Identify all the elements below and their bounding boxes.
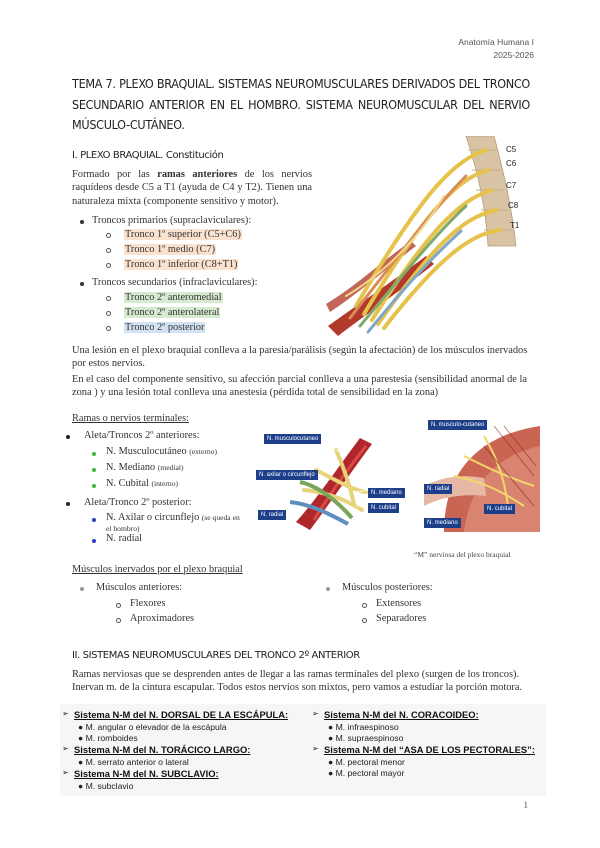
section-2-heading: II. SISTEMAS NEUROMUSCULARES DEL TRONCO 2º ANTERIOR bbox=[72, 650, 360, 661]
primary-trunk-inferior: Tronco 1º inferior (C8+T1) bbox=[125, 259, 238, 270]
bullet-dot-icon bbox=[66, 502, 70, 506]
brachial-plexus-figure bbox=[316, 136, 532, 336]
nerve-mediano: N. Mediano (medial) bbox=[106, 462, 184, 473]
arrow-icon: ➢ bbox=[62, 768, 69, 777]
bullet-circle-icon bbox=[106, 263, 111, 268]
secondary-trunks-label: Troncos secundarios (infraclaviculares): bbox=[92, 277, 258, 288]
label-radial: N. radial bbox=[258, 510, 286, 520]
intro-post: de los nervios raquídeos desde C5 a T1 (ayuda de C4 y T2). Tienen una naturaleza mixta (componente sensitivo y motor). bbox=[72, 169, 312, 207]
level-label: C6 bbox=[506, 159, 517, 168]
label-musculo-cutaneo: N. musculo-cutaneo bbox=[428, 420, 487, 430]
label-mediano-right: N. mediano bbox=[424, 518, 461, 528]
dissection-drawing bbox=[424, 416, 540, 532]
system-item: ● M. subclavio bbox=[78, 781, 134, 791]
anterior-muscles-label: Músculos anteriores: bbox=[96, 582, 183, 593]
secondary-trunk-posterior: Tronco 2º posterior bbox=[125, 322, 205, 333]
page-number: 1 bbox=[523, 800, 528, 810]
arrow-icon: ➢ bbox=[62, 744, 69, 753]
system-item: ● M. serrato anterior o lateral bbox=[78, 757, 189, 767]
label-radial-right: N. radial bbox=[424, 484, 452, 494]
level-label: C5 bbox=[506, 145, 517, 154]
arrow-icon: ➢ bbox=[312, 709, 319, 718]
bullet-circle-icon bbox=[106, 233, 111, 238]
intro-pre: Formado por las bbox=[72, 169, 150, 180]
posterior-trunk-label: Aleta/Tronco 2º posterior: bbox=[84, 497, 192, 508]
lesion-paragraph-2: En el caso del componente sensitivo, su afección parcial conlleva a una parestesia (sensibilidad anormal de la zona ) y una lesión total conlleva una anestesia (pérdida total de sensibilidad en la zona) bbox=[72, 374, 527, 399]
system-asa-pectorales: Sistema N-M del “ASA DE LOS PECTORALES”: bbox=[324, 744, 535, 755]
figure-caption: “M” nerviosa del plexo braquial bbox=[414, 550, 511, 559]
section-1-heading: I. PLEXO BRAQUIAL. Constitución bbox=[72, 150, 224, 161]
level-label: C8 bbox=[508, 201, 519, 210]
bullet-circle-icon bbox=[106, 296, 111, 301]
label-axilar: N. axilar o circunflejo bbox=[256, 470, 318, 480]
bullet-circle-icon bbox=[106, 248, 111, 253]
nerve-axilar-note: el hombro) bbox=[106, 524, 140, 533]
system-item: ● M. pectoral mayor bbox=[328, 768, 405, 778]
system-item: ● M. supraespinoso bbox=[328, 733, 404, 743]
muscles-heading: Músculos inervados por el plexo braquial bbox=[72, 564, 243, 575]
muscle-aproximadores: Aproximadores bbox=[130, 613, 195, 624]
green-bullet-icon bbox=[92, 452, 96, 456]
bullet-dot-icon bbox=[80, 220, 84, 224]
m-plexus-diagram bbox=[256, 430, 426, 530]
bullet-circle-icon bbox=[106, 311, 111, 316]
page-header bbox=[458, 36, 534, 62]
label-cubital-right: N. cubital bbox=[484, 504, 515, 514]
system-coracoideo: Sistema N-M del N. CORACOIDEO: bbox=[324, 709, 479, 720]
bullet-dot-icon bbox=[80, 587, 84, 591]
bullet-dot-icon bbox=[326, 587, 330, 591]
nerve-axilar: N. Axilar o circunflejo (se queda en bbox=[106, 512, 240, 523]
bullet-circle-icon bbox=[362, 618, 367, 623]
nerve-musculocutaneo: N. Musculocutáneo (externo) bbox=[106, 446, 218, 457]
primary-trunk-medio: Tronco 1º medio (C7) bbox=[125, 244, 216, 255]
level-label: C7 bbox=[506, 181, 517, 190]
section-2-text: Ramas nerviosas que se desprenden antes de llegar a las ramas terminales del plexo (surgen de los troncos). Inervan m. de la cintura escapular. Todos estos nervios son mixtos, pero vamos a estudiar la porción motora. bbox=[72, 669, 523, 694]
nerve-radial: N. radial bbox=[106, 533, 143, 544]
primary-trunk-superior: Tronco 1º superior (C5+C6) bbox=[125, 229, 241, 240]
course-year: 2025-2026 bbox=[493, 50, 534, 60]
bullet-circle-icon bbox=[116, 603, 121, 608]
system-dorsal-escapula: Sistema N-M del N. DORSAL DE LA ESCÁPULA: bbox=[74, 709, 289, 720]
arrow-icon: ➢ bbox=[62, 709, 69, 718]
bullet-circle-icon bbox=[116, 618, 121, 623]
system-item: ● M. romboides bbox=[78, 733, 138, 743]
secondary-trunk-anteromedial: Tronco 2º anteromedial bbox=[125, 292, 222, 303]
primary-trunks-label: Troncos primarios (supraclaviculares): bbox=[92, 215, 252, 226]
label-mediano: N. mediano bbox=[368, 488, 405, 498]
secondary-trunk-anterolateral: Tronco 2º anterolateral bbox=[125, 307, 220, 318]
green-bullet-icon bbox=[92, 484, 96, 488]
system-item: ● M. angular o elevador de la escápula bbox=[78, 722, 227, 732]
system-toracico-largo: Sistema N-M del N. TORÁCICO LARGO: bbox=[74, 744, 251, 755]
system-subclavio: Sistema N-M del N. SUBCLAVIO: bbox=[74, 768, 219, 779]
posterior-muscles-label: Músculos posteriores: bbox=[342, 582, 433, 593]
bullet-circle-icon bbox=[106, 326, 111, 331]
anterior-trunks-label: Aleta/Troncos 2º anteriores: bbox=[84, 430, 200, 441]
document-title: TEMA 7. PLEXO BRAQUIAL. SISTEMAS NEUROMUSCULARES DERIVADOS DEL TRONCO SECUNDARIO ANTERIOR EN EL HOMBRO. SISTEMA NEUROMUSCULAR DEL NERVIO MÚSCULO-CUTÁNEO. bbox=[72, 76, 530, 132]
bullet-dot-icon bbox=[80, 282, 84, 286]
arrow-icon: ➢ bbox=[312, 744, 319, 753]
terminal-branches-heading: Ramas o nervios terminales: bbox=[72, 413, 189, 424]
label-cubital: N. cubital bbox=[368, 503, 399, 513]
blue-bullet-icon bbox=[92, 539, 96, 543]
level-label: T1 bbox=[510, 221, 520, 230]
blue-bullet-icon bbox=[92, 518, 96, 522]
intro-bold: ramas anteriores bbox=[157, 169, 238, 180]
lesion-paragraph-1: Una lesión en el plexo braquial conlleva a la paresia/parálisis (según la afectación) de los músculos inervados por estos nervios. bbox=[72, 345, 528, 370]
anatomy-dissection-figure bbox=[424, 416, 540, 532]
muscle-separadores: Separadores bbox=[376, 613, 427, 624]
nerve-cubital: N. Cubital (interno) bbox=[106, 478, 179, 489]
course-name: Anatomía Humana I bbox=[458, 37, 534, 47]
system-item: ● M. infraespinoso bbox=[328, 722, 399, 732]
neuromuscular-systems-box bbox=[60, 704, 546, 796]
label-musculocutaneo: N. musculocutaneo bbox=[264, 434, 321, 444]
brachial-plexus-drawing bbox=[316, 136, 532, 336]
section-1-intro bbox=[72, 168, 312, 208]
bullet-circle-icon bbox=[362, 603, 367, 608]
muscle-flexores: Flexores bbox=[130, 598, 166, 609]
bullet-dot-icon bbox=[66, 435, 70, 439]
system-item: ● M. pectoral menor bbox=[328, 757, 405, 767]
green-bullet-icon bbox=[92, 468, 96, 472]
muscle-extensores: Extensores bbox=[376, 598, 422, 609]
